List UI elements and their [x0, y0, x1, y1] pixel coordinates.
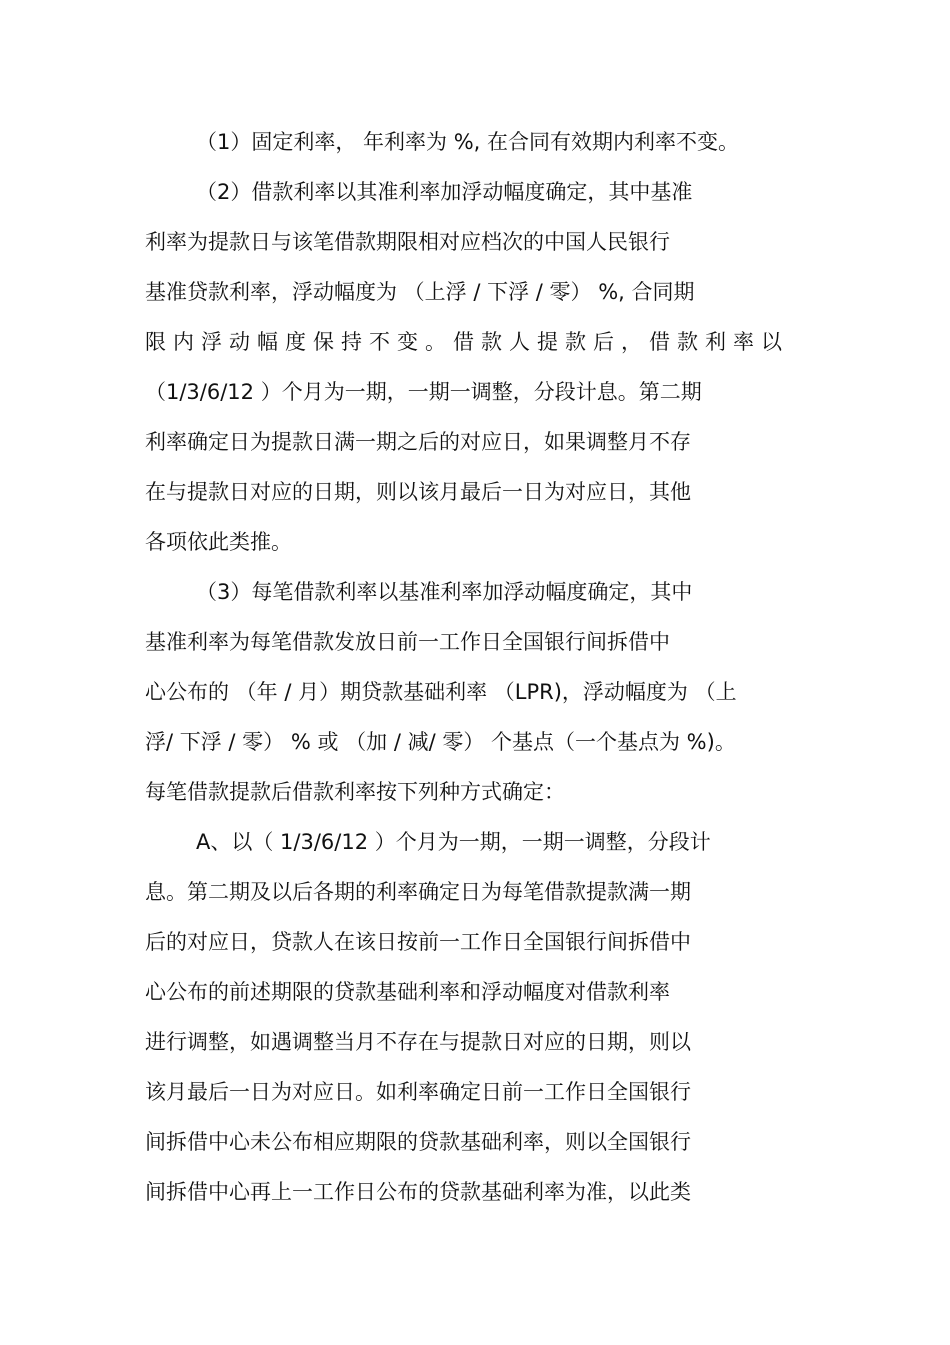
paragraph-3-line-4: 浮/ 下浮 / 零） % 或 （加 / 减/ 零） 个基点（一个基点为 %)。: [145, 730, 736, 754]
paragraph-3-line-5: 每笔借款提款后借款利率按下列种方式确定：: [145, 780, 565, 804]
paragraph-2-line-4: 限内浮动幅度保持不变。借款人提款后，借款利率以: [145, 330, 789, 354]
paragraph-2-line-2: 利率为提款日与该笔借款期限相对应档次的中国人民银行: [145, 230, 670, 254]
paragraph-1-line-1: （1）固定利率， 年利率为 %, 在合同有效期内利率不变。: [196, 130, 740, 154]
paragraph-2-line-6: 利率确定日为提款日满一期之后的对应日，如果调整月不存: [145, 430, 691, 454]
option-a-line-8: 间拆借中心再上一工作日公布的贷款基础利率为准，以此类: [145, 1180, 691, 1204]
option-a-line-2: 息。第二期及以后各期的利率确定日为每笔借款提款满一期: [145, 880, 691, 904]
option-a-line-4: 心公布的前述期限的贷款基础利率和浮动幅度对借款利率: [145, 980, 670, 1004]
paragraph-3-line-2: 基准利率为每笔借款发放日前一工作日全国银行间拆借中: [145, 630, 670, 654]
option-a-line-3: 后的对应日，贷款人在该日按前一工作日全国银行间拆借中: [145, 930, 691, 954]
paragraph-3-line-3: 心公布的 （年 / 月）期贷款基础利率 （LPR)，浮动幅度为 （上: [145, 680, 737, 704]
option-a-line-1: A、以（ 1/3/6/12 ）个月为一期，一期一调整，分段计: [196, 830, 711, 854]
paragraph-3-line-1: （3）每笔借款利率以基准利率加浮动幅度确定，其中: [196, 580, 693, 604]
paragraph-2-line-7: 在与提款日对应的日期，则以该月最后一日为对应日，其他: [145, 480, 691, 504]
paragraph-2-line-8: 各项依此类推。: [145, 530, 292, 554]
option-a-line-5: 进行调整，如遇调整当月不存在与提款日对应的日期，则以: [145, 1030, 691, 1054]
paragraph-2-line-5: （1/3/6/12 ）个月为一期，一期一调整，分段计息。第二期: [145, 380, 702, 404]
option-a-line-6: 该月最后一日为对应日。如利率确定日前一工作日全国银行: [145, 1080, 691, 1104]
option-a-line-7: 间拆借中心未公布相应期限的贷款基础利率，则以全国银行: [145, 1130, 691, 1154]
paragraph-2-line-3: 基准贷款利率，浮动幅度为 （上浮 / 下浮 / 零） %, 合同期: [145, 280, 695, 304]
paragraph-2-line-1: （2）借款利率以其准利率加浮动幅度确定，其中基准: [196, 180, 693, 204]
